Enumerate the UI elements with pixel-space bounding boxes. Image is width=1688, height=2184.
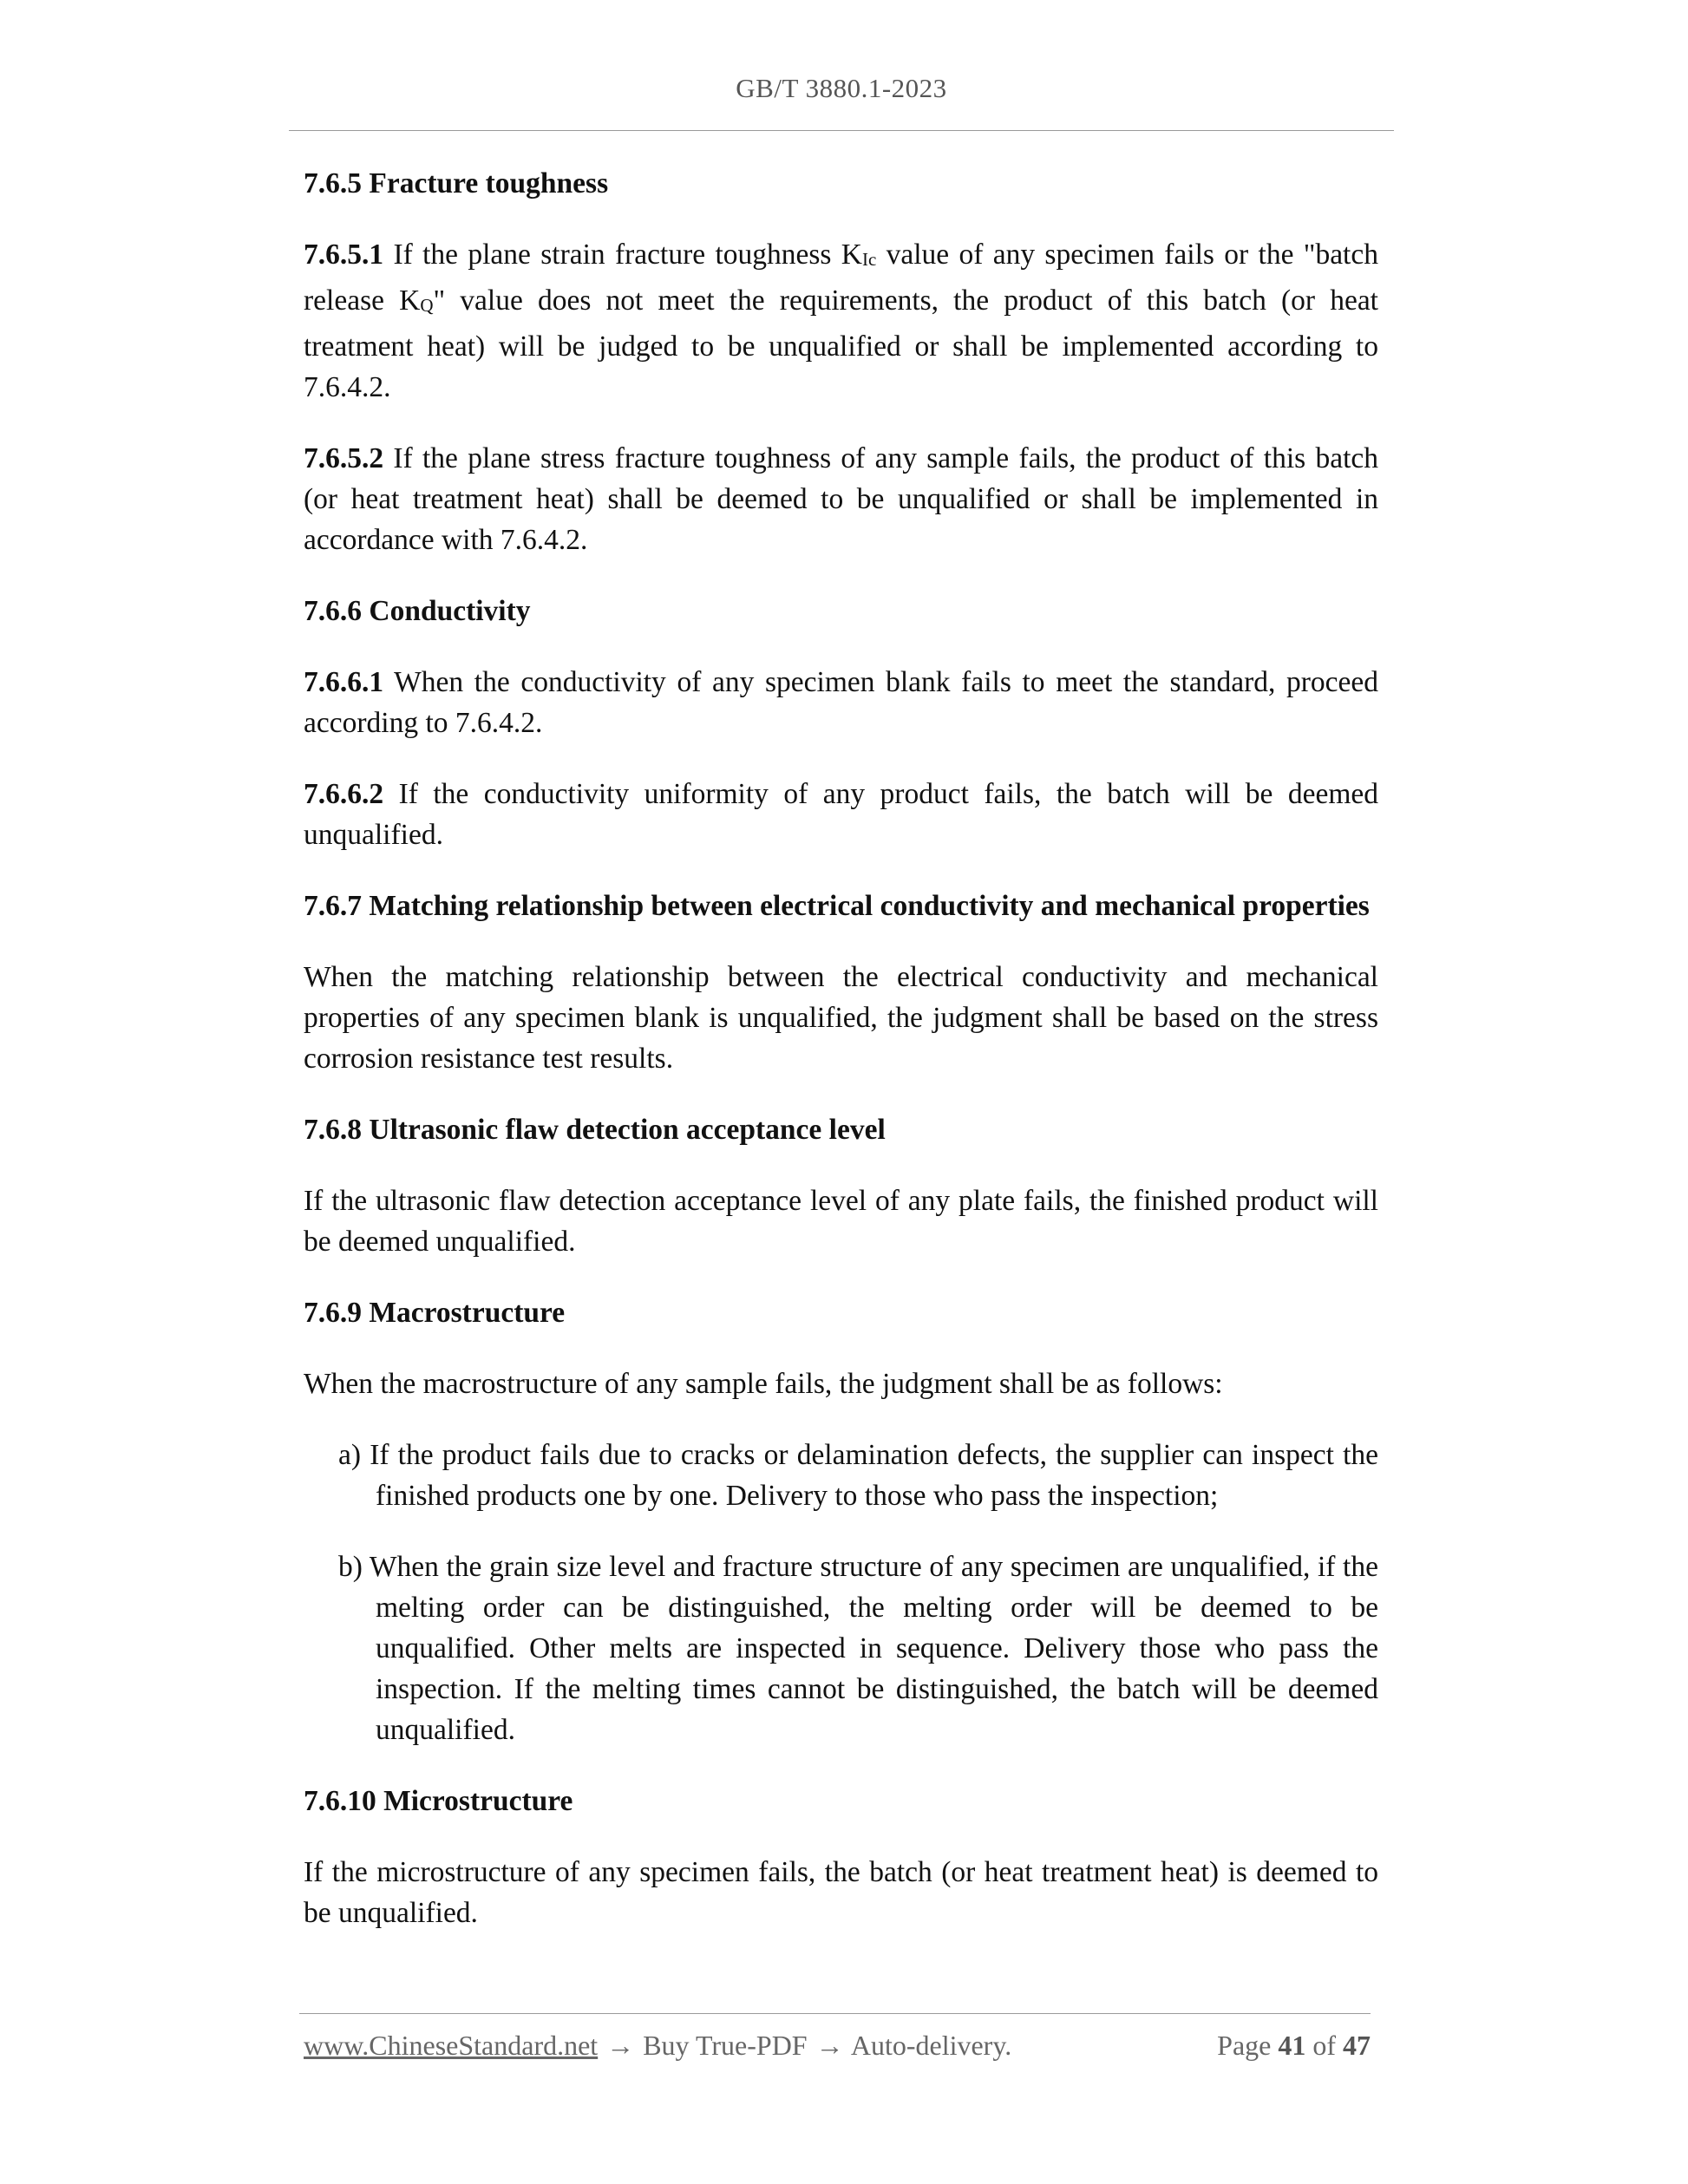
heading-7-6-6: 7.6.6 Conductivity bbox=[304, 595, 531, 627]
clause-number: 7.6.6.2 bbox=[304, 778, 384, 810]
clause-7-6-5-1 bbox=[304, 234, 1378, 408]
auto-delivery-text: Auto-delivery. bbox=[850, 2030, 1012, 2061]
subscript-q: Q bbox=[420, 295, 434, 316]
heading-7-6-8: 7.6.8 Ultrasonic flaw detection acceptance level bbox=[304, 1114, 886, 1146]
clause-text: If the plane strain fracture toughness K bbox=[383, 239, 862, 271]
current-page-number: 41 bbox=[1278, 2030, 1306, 2061]
clause-text: If the plane stress fracture toughness of any sample fails, the product of this batch (or heat treatment heat) shall be deemed to be unqualified or shall be implemented in accordance with 7.6.4.2. bbox=[304, 442, 1378, 556]
list-item-a: a) If the product fails due to cracks or delamination defects, the supplier can inspect the finished products one by one. Delivery to those who pass the inspection; bbox=[338, 1439, 1378, 1512]
of-label: of bbox=[1312, 2030, 1336, 2061]
running-header: GB/T 3880.1-2023 bbox=[736, 73, 947, 103]
heading-7-6-5: 7.6.5 Fracture toughness bbox=[304, 167, 609, 199]
clause-7-6-6-2 bbox=[304, 774, 1378, 855]
page-label: Page bbox=[1217, 2030, 1272, 2061]
heading-7-6-9: 7.6.9 Macrostructure bbox=[304, 1297, 566, 1329]
clause-number: 7.6.5.1 bbox=[304, 239, 384, 271]
clause-7-6-5-2 bbox=[304, 438, 1378, 560]
clause-number: 7.6.6.1 bbox=[304, 666, 384, 698]
clause-text: If the conductivity uniformity of any product fails, the batch will be deemed unqualified. bbox=[304, 778, 1378, 851]
clause-number: 7.6.5.2 bbox=[304, 442, 384, 474]
list-item-b: b) When the grain size level and fracture structure of any specimen are unqualified, if the melting order can be distinguished, the melting order will be deemed to be unqualified. Other melts are inspected in sequence. Delivery those who pass the inspection. If the melting times cannot be distinguished, the batch will be deemed unqualified. bbox=[338, 1551, 1378, 1746]
heading-7-6-10: 7.6.10 Microstructure bbox=[304, 1785, 573, 1817]
heading-7-6-7: 7.6.7 Matching relationship between electrical conductivity and mechanical properties bbox=[304, 890, 1370, 922]
page-body bbox=[304, 163, 1378, 1964]
buy-pdf-text: Buy True-PDF bbox=[643, 2030, 808, 2061]
page-footer bbox=[304, 2030, 1371, 2073]
clause-text: " value does not meet the requirements, the product of this batch (or heat treatment heat) will be judged to be unqualified or shall be implemented according to 7.6.4.2. bbox=[304, 284, 1378, 403]
page-indicator bbox=[1217, 2030, 1371, 2062]
subscript-ic: Ic bbox=[861, 249, 877, 270]
website-link[interactable]: www.ChineseStandard.net bbox=[304, 2030, 599, 2061]
header-divider bbox=[289, 130, 1394, 131]
arrow-right-icon: → bbox=[606, 2030, 635, 2061]
footer-promo bbox=[304, 2030, 1011, 2062]
paragraph-7-6-7: When the matching relationship between the electrical conductivity and mechanical properties of any specimen blank is unqualified, the judgment shall be based on the stress corrosion resistance test results. bbox=[304, 961, 1378, 1075]
paragraph-7-6-8: If the ultrasonic flaw detection acceptance level of any plate fails, the finished product will be deemed unqualified. bbox=[304, 1185, 1378, 1258]
paragraph-7-6-9-intro: When the macrostructure of any sample fails, the judgment shall be as follows: bbox=[304, 1368, 1223, 1400]
paragraph-7-6-10: If the microstructure of any specimen fails, the batch (or heat treatment heat) is deemed to be unqualified. bbox=[304, 1856, 1378, 1929]
footer-divider bbox=[299, 2013, 1371, 2014]
clause-7-6-6-1 bbox=[304, 662, 1378, 743]
arrow-right-icon: → bbox=[815, 2030, 844, 2061]
clause-text: value of any specimen fails or the "batch release K bbox=[304, 239, 1378, 317]
total-pages-number: 47 bbox=[1343, 2030, 1371, 2061]
clause-text: When the conductivity of any specimen blank fails to meet the standard, proceed according to 7.6.4.2. bbox=[304, 666, 1378, 739]
